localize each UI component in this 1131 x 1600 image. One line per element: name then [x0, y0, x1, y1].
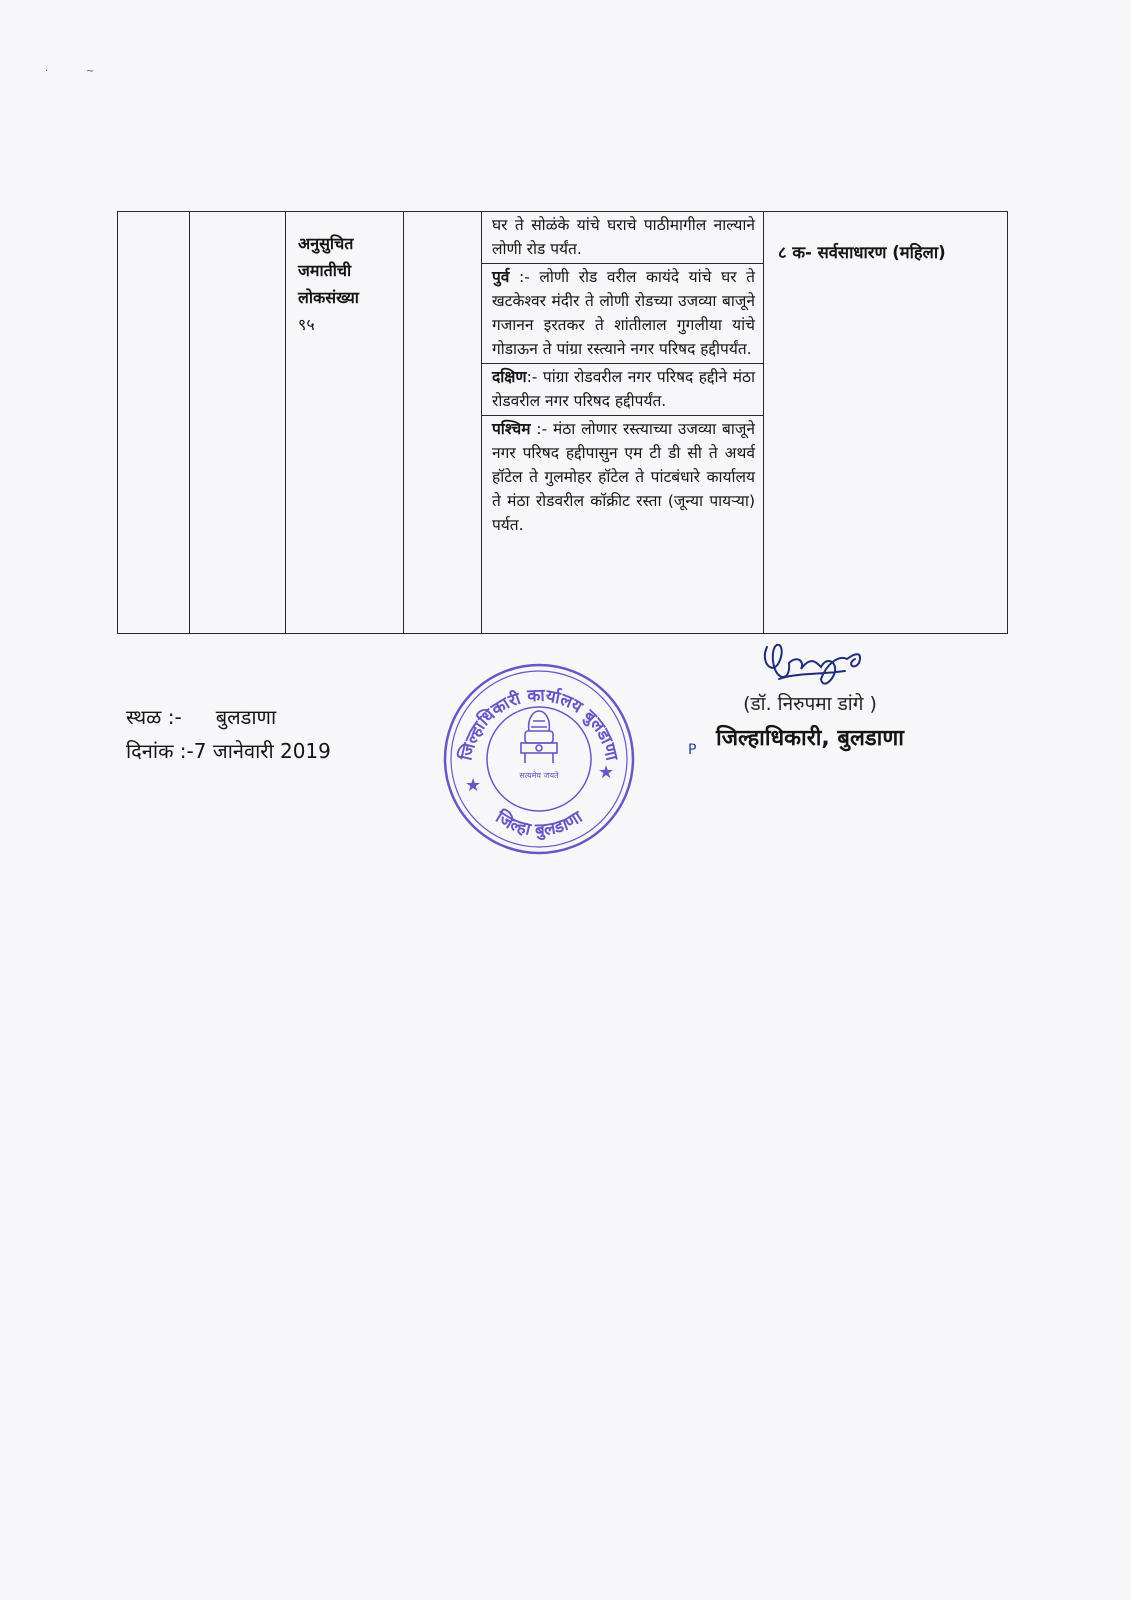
seal-motto: सत्यमेव जयते — [519, 771, 559, 780]
place-value: बुलडाणा — [215, 705, 277, 729]
population-cell — [286, 212, 404, 634]
star-icon: ★ — [598, 762, 615, 783]
emblem-icon — [521, 711, 557, 763]
date-value: 7 जानेवारी 2019 — [193, 739, 331, 763]
boundary-segment-south — [482, 364, 763, 416]
boundary-segment-north — [482, 212, 763, 264]
office-seal-stamp — [441, 661, 637, 857]
table-cell-empty — [404, 212, 482, 634]
seal-top-text: जिल्हाधिकारी कार्यालय बुलडाणा — [456, 685, 622, 763]
initial-mark: P — [688, 742, 697, 758]
boundary-text: :- मंठा लोणार रस्त्याच्या उजव्या बाजूने नगर परिषद हद्दीपासुन एम टी डी सी ते अथर्व हॉटेल ते गुलमोहर हॉटेल ते पांटबंधारे कार्यालय ते मंठा रोडवरील कॉक्रीट रस्ता (जून्या पायऱ्या) पर्यत. — [492, 420, 755, 534]
boundary-direction: पश्चिम — [492, 420, 531, 438]
boundary-segment-west — [482, 416, 763, 539]
signatory-block — [680, 690, 940, 752]
boundary-segment-east — [482, 264, 763, 364]
place-date-block — [126, 700, 331, 768]
boundary-text: घर ते सोळंके यांचे घराचे पाठीमागील नाल्याने लोणी रोड पर्यंत. — [492, 216, 755, 258]
population-label-line: लोकसंख्या — [298, 288, 359, 307]
population-label-line: जमातीची — [298, 261, 352, 280]
table-row — [118, 212, 1008, 634]
reservation-category: ८ क- सर्वसाधारण (महिला) — [778, 243, 946, 262]
date-label: दिनांक :- — [126, 739, 194, 763]
seal-bottom-text: जिल्हा बुलडाणा — [491, 807, 587, 841]
ward-boundary-table — [117, 211, 1008, 634]
star-icon: ★ — [465, 775, 482, 796]
population-count: ९५ — [298, 315, 315, 334]
handwritten-signature — [755, 633, 875, 693]
table-cell-empty — [118, 212, 190, 634]
signatory-name: (डॉ. निरुपमा डांगे ) — [743, 693, 877, 715]
boundary-direction: पुर्व — [492, 268, 510, 286]
boundary-cell — [482, 212, 764, 634]
table-cell-empty — [190, 212, 286, 634]
population-label-line: अनुसुचित — [298, 234, 354, 253]
signatory-designation: जिल्हाधिकारी, बुलडाणा — [716, 726, 904, 751]
scan-speck: ~ — [86, 66, 95, 77]
boundary-text: :- पांग्रा रोडवरील नगर परिषद हद्दीने मंठा रोडवरील नगर परिषद हद्दीपर्यंत. — [492, 368, 755, 410]
boundary-text: :- लोणी रोड वरील कायंदे यांचे घर ते खटकेश्वर मंदीर ते लोणी रोडच्या उजव्या बाजूने गजानन इरतकर ते शांतीलाल गुगलीया यांचे गोडाऊन ते पांग्रा रस्त्याने नगर परिषद हद्दीपर्यंत. — [492, 268, 755, 358]
scan-speck: · — [45, 66, 49, 77]
reservation-cell — [764, 212, 1008, 634]
boundary-direction: दक्षिण — [492, 368, 527, 386]
place-label: स्थळ :- — [126, 705, 182, 729]
